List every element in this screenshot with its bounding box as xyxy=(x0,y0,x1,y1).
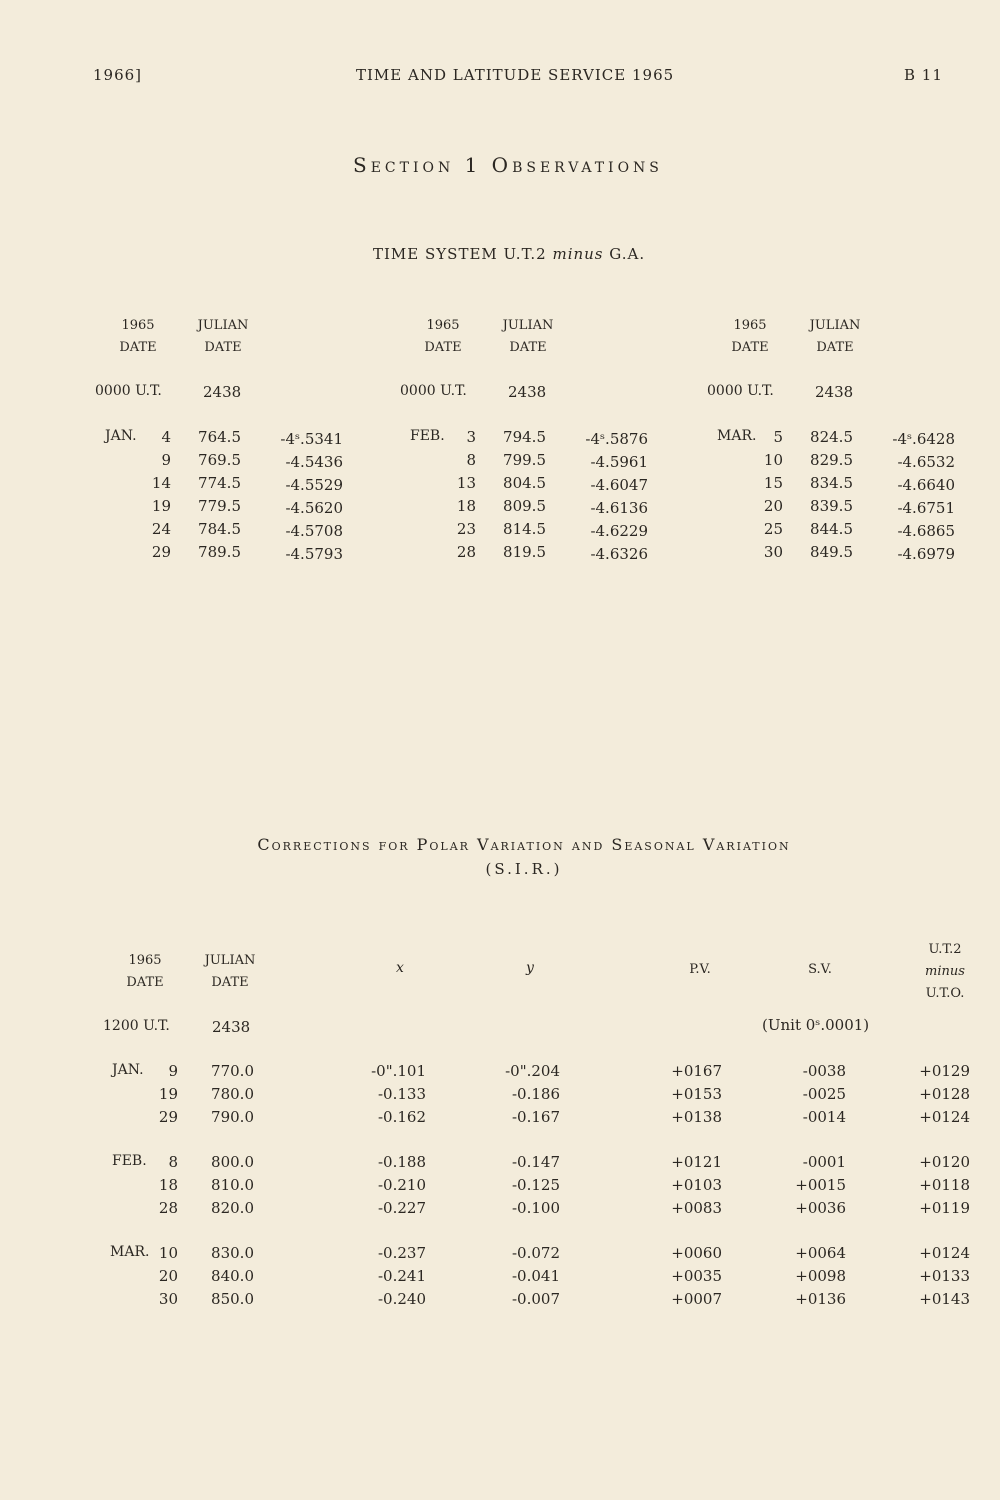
table-cell-value: -4.6865 xyxy=(897,522,955,540)
table-cell-value: -4.6532 xyxy=(897,453,955,471)
table-cell-pv: +0138 xyxy=(671,1108,722,1126)
table-cell-value: -4ˢ.6428 xyxy=(892,430,955,448)
table-cell-ut2: +0124 xyxy=(919,1108,970,1126)
table-cell-julian: 820.0 xyxy=(211,1199,254,1217)
table-cell-day: 24 xyxy=(151,520,171,538)
table-cell-day: 20 xyxy=(763,497,783,515)
col-ut2-heading-minus: minus xyxy=(925,964,965,979)
table-cell-ut2: +0143 xyxy=(919,1290,970,1308)
col-date-heading: DATE xyxy=(424,340,462,355)
table-cell-day: 20 xyxy=(158,1267,178,1285)
table-cell-julian: 769.5 xyxy=(198,451,241,469)
table-cell-julian: 824.5 xyxy=(810,428,853,446)
col-pv-heading: P.V. xyxy=(689,962,711,977)
table-cell-sv: -0038 xyxy=(802,1062,846,1080)
table-cell-julian: 784.5 xyxy=(198,520,241,538)
section-title: Section 1 Observations xyxy=(353,153,663,177)
month-label: MAR. xyxy=(717,428,757,444)
table-cell-sv: -0014 xyxy=(802,1108,846,1126)
month-label: JAN. xyxy=(105,428,137,444)
month-label: FEB. xyxy=(112,1153,147,1169)
table-cell-x: -0.133 xyxy=(377,1085,426,1103)
table-cell-day: 19 xyxy=(151,497,171,515)
table-cell-julian: 794.5 xyxy=(503,428,546,446)
table-cell-day: 18 xyxy=(456,497,476,515)
table-cell-sv: -0025 xyxy=(802,1085,846,1103)
table-cell-julian: 774.5 xyxy=(198,474,241,492)
table-cell-julian: 770.0 xyxy=(211,1062,254,1080)
table-cell-ut2: +0124 xyxy=(919,1244,970,1262)
table-cell-day: 8 xyxy=(466,451,476,469)
time-system-title xyxy=(373,245,645,263)
col-y-heading: y xyxy=(526,960,534,976)
table-cell-value: -4ˢ.5876 xyxy=(585,430,648,448)
table-cell-day: 4 xyxy=(161,428,171,446)
col-julian-date-heading: DATE xyxy=(211,975,249,990)
col-ut2-heading-a: U.T.2 xyxy=(928,942,962,957)
time-system-title-b: G.A. xyxy=(609,245,646,263)
table-cell-y: -0".204 xyxy=(505,1062,560,1080)
table-cell-julian: 799.5 xyxy=(503,451,546,469)
table-cell-value: -4.5793 xyxy=(285,545,343,563)
table-cell-julian: 834.5 xyxy=(810,474,853,492)
table-cell-julian: 764.5 xyxy=(198,428,241,446)
col-ut2-heading-b: U.T.O. xyxy=(925,986,965,1001)
table-cell-sv: +0098 xyxy=(795,1267,846,1285)
table-cell-julian: 810.0 xyxy=(211,1176,254,1194)
table-cell-day: 25 xyxy=(763,520,783,538)
table-cell-value: -4.5529 xyxy=(285,476,343,494)
table-cell-day: 28 xyxy=(158,1199,178,1217)
table-cell-x: -0.240 xyxy=(377,1290,426,1308)
time-system-title-minus: minus xyxy=(552,245,604,263)
corrections-subtitle: (S.I.R.) xyxy=(485,860,563,878)
corrections-title: Corrections for Polar Variation and Seasonal Variation xyxy=(257,835,791,854)
table-cell-x: -0.241 xyxy=(377,1267,426,1285)
table-cell-pv: +0121 xyxy=(671,1153,722,1171)
table-cell-y: -0.007 xyxy=(511,1290,560,1308)
table-cell-pv: +0153 xyxy=(671,1085,722,1103)
table-cell-sv: +0036 xyxy=(795,1199,846,1217)
table-cell-sv: +0136 xyxy=(795,1290,846,1308)
table-cell-pv: +0007 xyxy=(671,1290,722,1308)
col-year-heading: 1965 xyxy=(128,953,162,968)
table-cell-value: -4.6979 xyxy=(897,545,955,563)
col-year-heading: 1965 xyxy=(121,318,155,333)
table-cell-julian: 844.5 xyxy=(810,520,853,538)
table-cell-pv: +0035 xyxy=(671,1267,722,1285)
table-cell-pv: +0060 xyxy=(671,1244,722,1262)
jd-base: 2438 xyxy=(203,383,242,401)
epoch-label: 0000 U.T. xyxy=(400,383,467,399)
col-sv-heading: S.V. xyxy=(808,962,832,977)
table-cell-x: -0.227 xyxy=(377,1199,426,1217)
table-cell-day: 5 xyxy=(773,428,783,446)
table-cell-value: -4.6229 xyxy=(590,522,648,540)
table-cell-value: -4.6047 xyxy=(590,476,648,494)
col-julian-date-heading: DATE xyxy=(204,340,242,355)
table-cell-day: 18 xyxy=(158,1176,178,1194)
col-julian-date-heading: DATE xyxy=(816,340,854,355)
table-cell-pv: +0103 xyxy=(671,1176,722,1194)
table-cell-ut2: +0119 xyxy=(919,1199,970,1217)
table-cell-julian: 814.5 xyxy=(503,520,546,538)
epoch-label: 0000 U.T. xyxy=(707,383,774,399)
table-cell-value: -4.6751 xyxy=(897,499,955,517)
table-cell-value: -4.5436 xyxy=(285,453,343,471)
table-cell-x: -0".101 xyxy=(371,1062,426,1080)
table-cell-julian: 804.5 xyxy=(503,474,546,492)
table-cell-julian: 840.0 xyxy=(211,1267,254,1285)
table-cell-y: -0.041 xyxy=(511,1267,560,1285)
table-cell-ut2: +0118 xyxy=(919,1176,970,1194)
col-year-heading: 1965 xyxy=(733,318,767,333)
month-label: MAR. xyxy=(110,1244,150,1260)
table-cell-day: 13 xyxy=(456,474,476,492)
table-cell-julian: 800.0 xyxy=(211,1153,254,1171)
col-julian-heading: JULIAN xyxy=(204,953,256,968)
table-cell-day: 29 xyxy=(158,1108,178,1126)
table-cell-day: 8 xyxy=(168,1153,178,1171)
table-cell-value: -4.5708 xyxy=(285,522,343,540)
table-cell-y: -0.186 xyxy=(511,1085,560,1103)
col-julian-heading: JULIAN xyxy=(197,318,249,333)
table-cell-y: -0.100 xyxy=(511,1199,560,1217)
table-cell-y: -0.147 xyxy=(511,1153,560,1171)
table-cell-day: 3 xyxy=(466,428,476,446)
table-cell-julian: 849.5 xyxy=(810,543,853,561)
table-cell-day: 30 xyxy=(158,1290,178,1308)
col-year-heading: 1965 xyxy=(426,318,460,333)
table-cell-ut2: +0133 xyxy=(919,1267,970,1285)
table-cell-julian: 809.5 xyxy=(503,497,546,515)
table-cell-value: -4.6136 xyxy=(590,499,648,517)
month-label: JAN. xyxy=(112,1062,144,1078)
col-julian-heading: JULIAN xyxy=(809,318,861,333)
table-cell-sv: +0015 xyxy=(795,1176,846,1194)
epoch-label: 0000 U.T. xyxy=(95,383,162,399)
table-cell-day: 28 xyxy=(456,543,476,561)
unit-label: (Unit 0ˢ.0001) xyxy=(762,1016,870,1034)
table-cell-julian: 780.0 xyxy=(211,1085,254,1103)
table-cell-value: -4.6640 xyxy=(897,476,955,494)
table-cell-x: -0.162 xyxy=(377,1108,426,1126)
col-date-heading: DATE xyxy=(119,340,157,355)
month-label: FEB. xyxy=(410,428,445,444)
table-cell-day: 14 xyxy=(151,474,171,492)
header-left: 1966] xyxy=(93,66,143,84)
table-cell-ut2: +0128 xyxy=(919,1085,970,1103)
table-cell-day: 15 xyxy=(763,474,783,492)
table-cell-x: -0.210 xyxy=(377,1176,426,1194)
col-julian-date-heading: DATE xyxy=(509,340,547,355)
table-cell-value: -4.5961 xyxy=(590,453,648,471)
table-cell-day: 19 xyxy=(158,1085,178,1103)
table-cell-day: 30 xyxy=(763,543,783,561)
table-cell-day: 9 xyxy=(168,1062,178,1080)
table-cell-julian: 819.5 xyxy=(503,543,546,561)
table-cell-julian: 839.5 xyxy=(810,497,853,515)
table-cell-day: 29 xyxy=(151,543,171,561)
table-cell-x: -0.188 xyxy=(377,1153,426,1171)
table-cell-day: 9 xyxy=(161,451,171,469)
table-cell-day: 10 xyxy=(763,451,783,469)
table-cell-julian: 790.0 xyxy=(211,1108,254,1126)
table-cell-sv: -0001 xyxy=(802,1153,846,1171)
col-x-heading: x xyxy=(396,960,404,976)
time-system-title-a: TIME SYSTEM U.T.2 xyxy=(373,245,547,263)
jd-base: 2438 xyxy=(212,1018,251,1036)
table-cell-y: -0.072 xyxy=(511,1244,560,1262)
table-cell-value: -4.6326 xyxy=(590,545,648,563)
table-cell-julian: 779.5 xyxy=(198,497,241,515)
col-date-heading: DATE xyxy=(126,975,164,990)
table-cell-sv: +0064 xyxy=(795,1244,846,1262)
table-cell-pv: +0083 xyxy=(671,1199,722,1217)
table-cell-x: -0.237 xyxy=(377,1244,426,1262)
table-cell-ut2: +0120 xyxy=(919,1153,970,1171)
header-center: TIME AND LATITUDE SERVICE 1965 xyxy=(356,66,675,84)
col-julian-heading: JULIAN xyxy=(502,318,554,333)
epoch-label: 1200 U.T. xyxy=(103,1018,170,1034)
table-cell-julian: 829.5 xyxy=(810,451,853,469)
col-date-heading: DATE xyxy=(731,340,769,355)
jd-base: 2438 xyxy=(508,383,547,401)
header-right: B 11 xyxy=(904,66,943,84)
table-cell-y: -0.125 xyxy=(511,1176,560,1194)
table-cell-julian: 850.0 xyxy=(211,1290,254,1308)
table-cell-julian: 830.0 xyxy=(211,1244,254,1262)
table-cell-y: -0.167 xyxy=(511,1108,560,1126)
table-cell-value: -4ˢ.5341 xyxy=(280,430,343,448)
table-cell-ut2: +0129 xyxy=(919,1062,970,1080)
table-cell-julian: 789.5 xyxy=(198,543,241,561)
table-cell-value: -4.5620 xyxy=(285,499,343,517)
table-cell-day: 10 xyxy=(158,1244,178,1262)
jd-base: 2438 xyxy=(815,383,854,401)
table-cell-day: 23 xyxy=(456,520,476,538)
table-cell-pv: +0167 xyxy=(671,1062,722,1080)
